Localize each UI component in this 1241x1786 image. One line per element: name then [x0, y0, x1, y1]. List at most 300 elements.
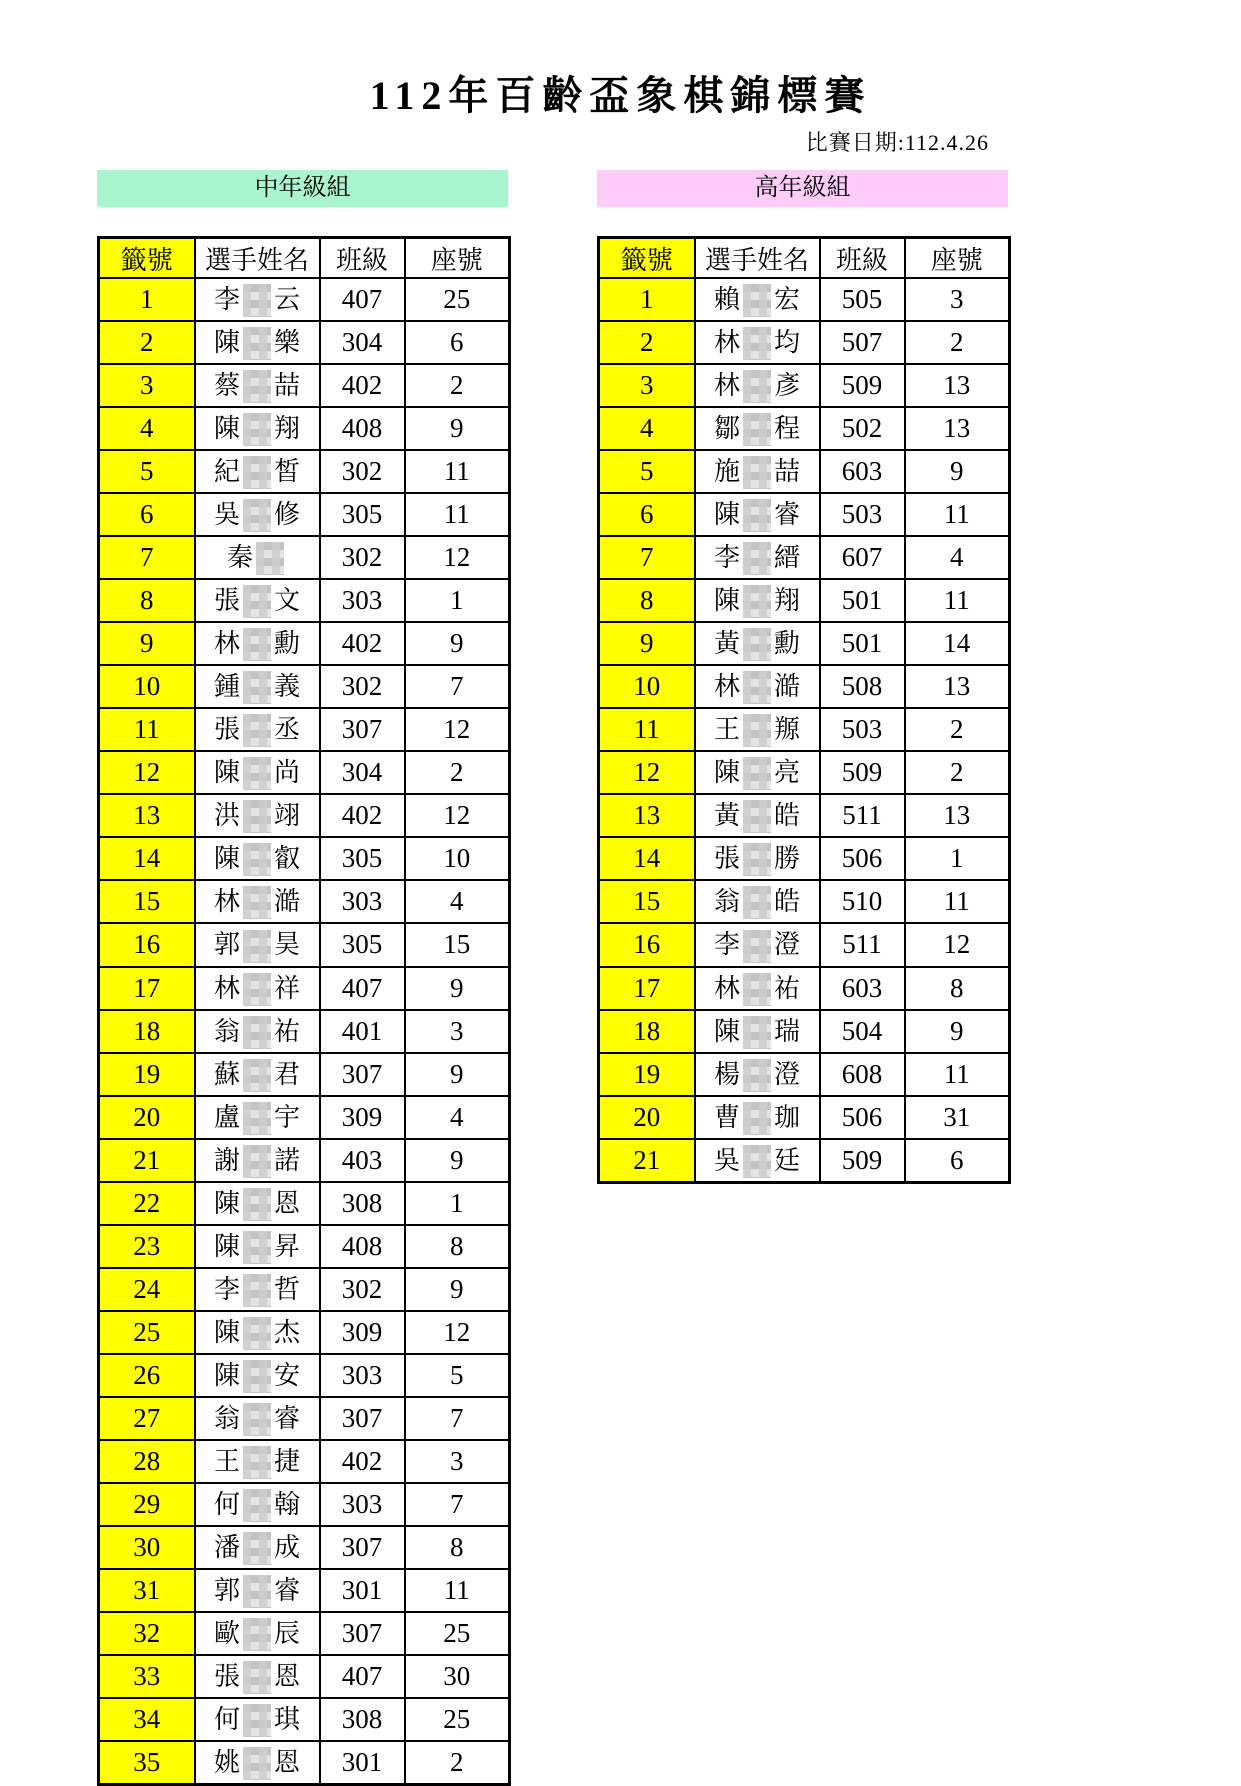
lot-number-cell: 23 — [99, 1225, 195, 1268]
given-name-text: 修 — [274, 500, 301, 530]
class-cell: 402 — [320, 622, 405, 665]
table-row — [599, 493, 1010, 536]
lot-number-cell: 19 — [599, 1053, 695, 1096]
given-name-text: 澔 — [274, 887, 301, 917]
table-row — [99, 1698, 510, 1741]
player-name-cell — [195, 708, 320, 751]
seat-cell: 13 — [905, 407, 1010, 450]
given-name-text: 丞 — [274, 715, 301, 745]
surname-text: 李 — [213, 285, 240, 314]
table-row — [599, 880, 1010, 923]
lot-number-cell: 15 — [599, 880, 695, 923]
class-cell: 304 — [320, 751, 405, 794]
lot-number-cell: 32 — [99, 1612, 195, 1655]
table-row — [99, 794, 510, 837]
class-cell: 511 — [820, 794, 905, 837]
surname-text: 王 — [713, 715, 740, 745]
lot-number-cell: 17 — [599, 967, 695, 1010]
surname-text: 歐 — [213, 1618, 240, 1648]
surname-text: 陳 — [713, 586, 740, 616]
player-name-cell — [195, 1182, 320, 1225]
table-row — [99, 1053, 510, 1096]
surname-text: 陳 — [213, 1231, 240, 1261]
competition-date: 比賽日期:112.4.26 — [805, 130, 989, 155]
censored-name-pixelation — [243, 757, 271, 790]
censored-name-pixelation — [743, 757, 771, 790]
table-row — [99, 1612, 510, 1655]
player-name-cell — [195, 278, 320, 321]
table-row — [599, 1139, 1010, 1183]
class-cell: 408 — [320, 1225, 405, 1268]
lot-number-cell: 28 — [99, 1440, 195, 1483]
censored-name-pixelation — [243, 1317, 271, 1350]
lot-number-cell: 10 — [599, 665, 695, 708]
seat-cell: 9 — [905, 1010, 1010, 1053]
player-name-cell — [695, 1096, 820, 1139]
seat-cell: 11 — [905, 880, 1010, 923]
surname-text: 謝 — [213, 1145, 240, 1175]
lot-number-cell: 3 — [99, 364, 195, 407]
lot-number-cell: 18 — [99, 1010, 195, 1053]
table-row — [599, 794, 1010, 837]
column-header-seat: 座號 — [405, 238, 510, 279]
seat-cell: 3 — [405, 1440, 510, 1483]
table-row — [99, 1440, 510, 1483]
class-cell: 308 — [320, 1698, 405, 1741]
given-name-text: 成 — [274, 1532, 301, 1562]
player-name-cell — [195, 967, 320, 1010]
surname-text: 秦 — [226, 543, 253, 573]
given-name-text: 珈 — [774, 1102, 801, 1132]
censored-name-pixelation — [243, 1274, 271, 1307]
given-name-text: 祐 — [274, 1016, 301, 1046]
player-name-cell — [195, 794, 320, 837]
player-name-cell — [695, 708, 820, 751]
table-row — [99, 579, 510, 622]
seat-cell: 11 — [405, 493, 510, 536]
class-cell: 507 — [820, 321, 905, 364]
class-cell: 303 — [320, 1354, 405, 1397]
seat-cell: 2 — [405, 364, 510, 407]
lot-number-cell: 30 — [99, 1526, 195, 1569]
surname-text: 翁 — [713, 887, 740, 917]
lot-number-cell: 14 — [99, 837, 195, 880]
censored-name-pixelation — [743, 456, 771, 489]
surname-text: 陳 — [213, 1188, 240, 1218]
class-cell: 302 — [320, 665, 405, 708]
table-row — [599, 967, 1010, 1010]
class-cell: 511 — [820, 923, 905, 966]
column-header-lot: 籤號 — [99, 238, 195, 279]
class-cell: 301 — [320, 1741, 405, 1785]
column-header-class: 班級 — [820, 238, 905, 279]
surname-text: 洪 — [213, 801, 240, 831]
player-name-cell — [695, 579, 820, 622]
class-cell: 307 — [320, 1526, 405, 1569]
censored-name-pixelation — [243, 1489, 271, 1522]
class-cell: 303 — [320, 1483, 405, 1526]
given-name-text: 彥 — [774, 371, 801, 401]
surname-text: 張 — [213, 715, 240, 745]
censored-name-pixelation — [743, 284, 771, 317]
lot-number-cell: 21 — [99, 1139, 195, 1182]
lot-number-cell: 17 — [99, 967, 195, 1010]
player-name-cell — [195, 622, 320, 665]
lot-number-cell: 11 — [99, 708, 195, 751]
surname-text: 吳 — [713, 1145, 740, 1175]
given-name-text: 哲 — [274, 1274, 301, 1304]
seat-cell: 10 — [405, 837, 510, 880]
class-cell: 407 — [320, 1655, 405, 1698]
censored-name-pixelation — [743, 1145, 771, 1178]
surname-text: 陳 — [213, 1360, 240, 1390]
table-row — [99, 880, 510, 923]
player-name-cell — [695, 880, 820, 923]
censored-name-pixelation — [243, 800, 271, 833]
given-name-text: 祐 — [774, 973, 801, 1003]
given-name-text: 勝 — [774, 844, 801, 874]
class-cell: 509 — [820, 751, 905, 794]
player-name-cell — [695, 321, 820, 364]
player-name-cell — [695, 364, 820, 407]
lot-number-cell: 15 — [99, 880, 195, 923]
player-name-cell — [195, 1268, 320, 1311]
censored-name-pixelation — [743, 843, 771, 876]
table-row — [99, 1655, 510, 1698]
class-cell: 305 — [320, 493, 405, 536]
censored-name-pixelation — [243, 499, 271, 532]
class-cell: 603 — [820, 450, 905, 493]
class-cell: 307 — [320, 1397, 405, 1440]
class-cell: 305 — [320, 837, 405, 880]
seat-cell: 2 — [905, 321, 1010, 364]
censored-name-pixelation — [743, 1059, 771, 1092]
table-row — [599, 622, 1010, 665]
table-row — [99, 1268, 510, 1311]
given-name-text: 睿 — [274, 1403, 301, 1433]
given-name-text: 皙 — [274, 457, 301, 487]
surname-text: 陳 — [213, 844, 240, 874]
class-cell: 506 — [820, 1096, 905, 1139]
class-cell: 505 — [820, 278, 905, 321]
censored-name-pixelation — [243, 1661, 271, 1694]
lot-number-cell: 7 — [599, 536, 695, 579]
surname-text: 曹 — [713, 1102, 740, 1132]
table-row — [599, 278, 1010, 321]
given-name-text: 昇 — [274, 1231, 301, 1261]
censored-name-pixelation — [243, 456, 271, 489]
seat-cell: 15 — [405, 923, 510, 966]
surname-text: 吳 — [213, 500, 240, 530]
header-row — [599, 238, 1010, 279]
table-row — [99, 751, 510, 794]
lot-number-cell: 33 — [99, 1655, 195, 1698]
surname-text: 陳 — [713, 500, 740, 530]
class-cell: 501 — [820, 622, 905, 665]
seat-cell: 2 — [405, 1741, 510, 1785]
lot-number-cell: 27 — [99, 1397, 195, 1440]
table-row — [599, 1096, 1010, 1139]
lot-number-cell: 13 — [99, 794, 195, 837]
table-row — [599, 1010, 1010, 1053]
seat-cell: 13 — [905, 665, 1010, 708]
given-name-text: 尚 — [274, 758, 301, 788]
seat-cell: 8 — [905, 967, 1010, 1010]
table-row — [599, 450, 1010, 493]
class-cell: 309 — [320, 1311, 405, 1354]
registration-table-middle-grade — [97, 236, 511, 1786]
censored-name-pixelation — [743, 413, 771, 446]
seat-cell: 12 — [405, 794, 510, 837]
player-name-cell — [695, 1010, 820, 1053]
class-cell: 603 — [820, 967, 905, 1010]
lot-number-cell: 9 — [99, 622, 195, 665]
given-name-text: 皓 — [774, 887, 801, 917]
censored-name-pixelation — [743, 1016, 771, 1049]
given-name-text: 澄 — [774, 930, 801, 960]
table-row — [99, 1483, 510, 1526]
class-cell: 307 — [320, 1053, 405, 1096]
given-name-text: 勳 — [274, 629, 301, 659]
seat-cell: 13 — [905, 364, 1010, 407]
seat-cell: 12 — [905, 923, 1010, 966]
seat-cell: 5 — [405, 1354, 510, 1397]
class-cell: 509 — [820, 1139, 905, 1183]
surname-text: 黃 — [713, 629, 740, 659]
surname-text: 鍾 — [213, 672, 240, 702]
given-name-text: 勳 — [774, 629, 801, 659]
given-name-text: 祥 — [274, 973, 301, 1003]
surname-text: 林 — [713, 328, 740, 358]
seat-cell: 7 — [405, 1397, 510, 1440]
player-name-cell — [695, 622, 820, 665]
surname-text: 蘇 — [213, 1059, 240, 1089]
lot-number-cell: 8 — [599, 579, 695, 622]
seat-cell: 1 — [905, 837, 1010, 880]
table-row — [599, 364, 1010, 407]
player-name-cell — [195, 407, 320, 450]
censored-name-pixelation — [243, 671, 271, 704]
given-name-text: 廷 — [774, 1145, 801, 1175]
given-name-text: 皓 — [774, 801, 801, 831]
player-name-cell — [195, 1139, 320, 1182]
class-cell: 408 — [320, 407, 405, 450]
censored-name-pixelation — [243, 1704, 271, 1737]
player-name-cell — [195, 751, 320, 794]
column-header-name: 選手姓名 — [195, 238, 320, 279]
seat-cell: 13 — [905, 794, 1010, 837]
column-header-seat: 座號 — [905, 238, 1010, 279]
lot-number-cell: 1 — [99, 278, 195, 321]
column-header-class: 班級 — [320, 238, 405, 279]
seat-cell: 6 — [405, 321, 510, 364]
censored-name-pixelation — [743, 930, 771, 963]
registration-table-senior-grade — [597, 236, 1011, 1184]
seat-cell: 11 — [905, 579, 1010, 622]
censored-name-pixelation — [243, 886, 271, 919]
censored-name-pixelation — [243, 284, 271, 317]
surname-text: 王 — [213, 1446, 240, 1476]
lot-number-cell: 14 — [599, 837, 695, 880]
player-name-cell — [695, 665, 820, 708]
censored-name-pixelation — [743, 585, 771, 618]
given-name-text: 文 — [274, 586, 301, 616]
seat-cell: 11 — [905, 493, 1010, 536]
class-cell: 407 — [320, 967, 405, 1010]
table-row — [99, 1139, 510, 1182]
lot-number-cell: 19 — [99, 1053, 195, 1096]
surname-text: 何 — [213, 1705, 240, 1735]
seat-cell: 9 — [405, 407, 510, 450]
table-row — [99, 967, 510, 1010]
player-name-cell — [195, 450, 320, 493]
class-cell: 401 — [320, 1010, 405, 1053]
lot-number-cell: 2 — [99, 321, 195, 364]
table-row — [99, 536, 510, 579]
class-cell: 402 — [320, 1440, 405, 1483]
table-row — [599, 321, 1010, 364]
table-row — [99, 1354, 510, 1397]
given-name-text: 琪 — [274, 1705, 301, 1735]
seat-cell: 31 — [905, 1096, 1010, 1139]
lot-number-cell: 25 — [99, 1311, 195, 1354]
surname-text: 李 — [213, 1274, 240, 1304]
seat-cell: 6 — [905, 1139, 1010, 1183]
censored-name-pixelation — [243, 1618, 271, 1651]
lot-number-cell: 21 — [599, 1139, 695, 1183]
surname-text: 陳 — [213, 414, 240, 444]
player-name-cell — [195, 880, 320, 923]
column-header-lot: 籤號 — [599, 238, 695, 279]
surname-text: 盧 — [213, 1102, 240, 1132]
class-cell: 305 — [320, 923, 405, 966]
given-name-text: 翔 — [274, 414, 301, 444]
seat-cell: 9 — [905, 450, 1010, 493]
class-cell: 508 — [820, 665, 905, 708]
lot-number-cell: 6 — [99, 493, 195, 536]
given-name-text: 安 — [274, 1360, 301, 1390]
lot-number-cell: 31 — [99, 1569, 195, 1612]
player-name-cell — [195, 665, 320, 708]
class-cell: 510 — [820, 880, 905, 923]
table-row — [599, 665, 1010, 708]
censored-name-pixelation — [743, 1102, 771, 1135]
censored-name-pixelation — [243, 628, 271, 661]
given-name-text: 睿 — [774, 500, 801, 530]
surname-text: 林 — [713, 672, 740, 702]
censored-name-pixelation — [743, 800, 771, 833]
class-cell: 307 — [320, 708, 405, 751]
given-name-text: 恩 — [274, 1662, 301, 1691]
table-row — [99, 622, 510, 665]
lot-number-cell: 8 — [99, 579, 195, 622]
player-name-cell — [195, 1569, 320, 1612]
given-name-text: 均 — [774, 328, 801, 358]
player-name-cell — [195, 579, 320, 622]
table-row — [99, 364, 510, 407]
table-row — [99, 1182, 510, 1225]
given-name-text: 辰 — [274, 1618, 301, 1648]
censored-name-pixelation — [243, 585, 271, 618]
player-name-cell — [695, 967, 820, 1010]
censored-name-pixelation — [243, 714, 271, 747]
seat-cell: 1 — [405, 579, 510, 622]
censored-name-pixelation — [243, 973, 271, 1006]
class-cell: 302 — [320, 1268, 405, 1311]
table-row — [599, 837, 1010, 880]
lot-number-cell: 26 — [99, 1354, 195, 1397]
given-name-text: 義 — [274, 672, 301, 702]
lot-number-cell: 16 — [599, 923, 695, 966]
table-row — [599, 407, 1010, 450]
player-name-cell — [195, 536, 320, 579]
censored-name-pixelation — [743, 973, 771, 1006]
given-name-text: 樂 — [274, 328, 301, 358]
class-cell: 506 — [820, 837, 905, 880]
given-name-text: 喆 — [774, 457, 801, 487]
lot-number-cell: 12 — [99, 751, 195, 794]
censored-name-pixelation — [243, 1575, 271, 1608]
seat-cell: 7 — [405, 665, 510, 708]
table-row — [599, 751, 1010, 794]
surname-text: 何 — [213, 1489, 240, 1519]
player-name-cell — [695, 923, 820, 966]
lot-number-cell: 20 — [599, 1096, 695, 1139]
group-band-senior-grade: 高年級組 — [597, 170, 1008, 207]
censored-name-pixelation — [243, 1532, 271, 1565]
table-row — [599, 708, 1010, 751]
censored-name-pixelation — [243, 327, 271, 360]
column-header-name: 選手姓名 — [695, 238, 820, 279]
seat-cell: 12 — [405, 708, 510, 751]
lot-number-cell: 22 — [99, 1182, 195, 1225]
given-name-text: 睿 — [274, 1575, 301, 1605]
player-name-cell — [195, 1225, 320, 1268]
seat-cell: 9 — [405, 1139, 510, 1182]
table-row — [99, 278, 510, 321]
surname-text: 賴 — [713, 285, 740, 314]
seat-cell: 8 — [405, 1225, 510, 1268]
surname-text: 紀 — [213, 457, 240, 487]
surname-text: 林 — [213, 973, 240, 1003]
seat-cell: 12 — [405, 1311, 510, 1354]
player-name-cell — [695, 450, 820, 493]
seat-cell: 4 — [905, 536, 1010, 579]
surname-text: 翁 — [213, 1016, 240, 1046]
class-cell: 402 — [320, 364, 405, 407]
class-cell: 501 — [820, 579, 905, 622]
surname-text: 陳 — [213, 1317, 240, 1347]
seat-cell: 1 — [405, 1182, 510, 1225]
player-name-cell — [695, 1139, 820, 1183]
given-name-text: 程 — [774, 414, 801, 444]
class-cell: 303 — [320, 880, 405, 923]
class-cell: 608 — [820, 1053, 905, 1096]
player-name-cell — [195, 321, 320, 364]
lot-number-cell: 34 — [99, 1698, 195, 1741]
player-name-cell — [695, 837, 820, 880]
table-row — [599, 536, 1010, 579]
player-name-cell — [195, 364, 320, 407]
censored-name-pixelation — [743, 886, 771, 919]
table-row — [99, 1397, 510, 1440]
given-name-text: 縉 — [774, 543, 801, 573]
player-name-cell — [195, 837, 320, 880]
seat-cell: 2 — [905, 708, 1010, 751]
seat-cell: 9 — [405, 622, 510, 665]
surname-text: 郭 — [213, 930, 240, 960]
table-row — [599, 579, 1010, 622]
